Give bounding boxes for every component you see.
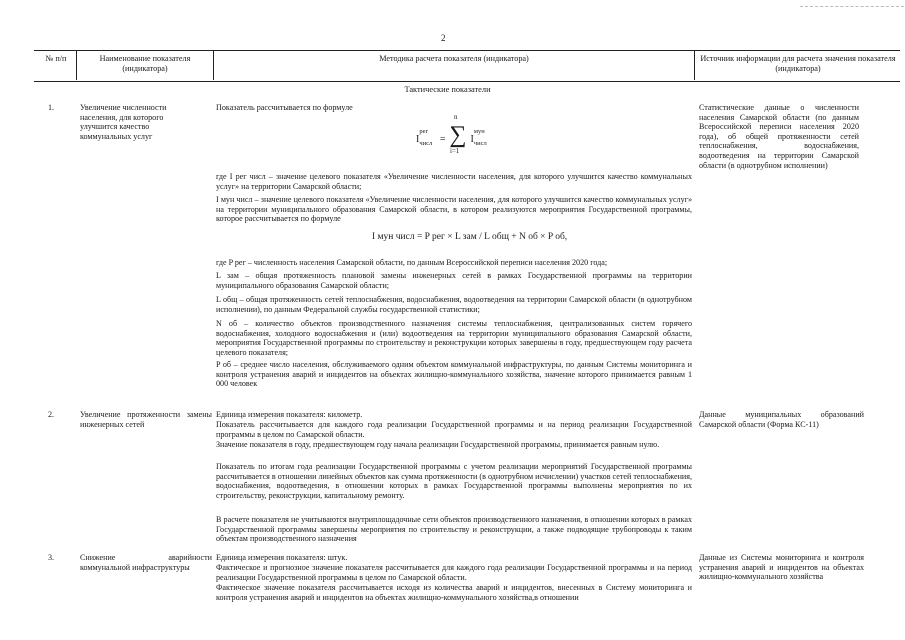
formula-lhs: I (416, 134, 420, 145)
method-text: Единица измерения показателя: километр. (216, 410, 363, 419)
row-number: 1. (48, 103, 55, 112)
method-text: В расчете показателя не учитываются внутриплощадочные сети объектов производственного назначения, в отношении которых в рамках Государственной программы завершены мероприятия по строительству и реконструкции, а также подводящие трубопроводы к таким объектам производственного назначения (216, 515, 692, 544)
sum-upper: n (453, 113, 458, 121)
method-definition: P об – среднее число населения, обслуживаемого одним объектом коммунальной инфраструктуры, по данным Системы мониторинга и контроля устранения аварий и инцидентов на объектах жилищно-коммунального хозяйства, значение которого принимается равным 1 000 человек (216, 360, 692, 389)
source-info: Данные муниципальных образований Самарской области (Форма КС-11) (699, 410, 864, 429)
formula-sup: рег (419, 128, 429, 135)
header-divider (76, 50, 77, 80)
indicator-name: Снижение аварийности коммунальной инфраструктуры (80, 553, 212, 572)
method-text: Фактическое и прогнозное значение показателя рассчитывается для каждого года реализации Государственной программы и на период реализации Государственной программы в целом по Самарской области. (216, 563, 692, 582)
method-definition: где I рег числ – значение целевого показателя «Увеличение численности населения, для которого улучшится качество коммунальных услуг» на территории Самарской области; (216, 172, 692, 191)
section-title: Тактические показатели (404, 85, 491, 94)
method-definition: L зам – общая протяженность плановой замены инженерных сетей в рамках Государственной программы на территории муниципального образования Самарской области; (216, 271, 692, 290)
method-text: Значение показателя в году, предшествующем году начала реализации Государственной программы, принимается равным нулю. (216, 440, 660, 449)
row-number: 3. (48, 553, 55, 562)
indicator-name: Увеличение протяженности замены инженерных сетей (80, 410, 212, 429)
formula-sub: числ (419, 140, 433, 147)
indicator-name: Увеличение численности населения, для которого улучшится качество коммунальных услуг (80, 103, 167, 141)
header-name: Наименование показателя (индикатора) (99, 54, 191, 73)
row-number: 2. (48, 410, 55, 419)
formula-rhs: I (470, 134, 474, 145)
source-info: Данные из Системы мониторинга и контроля устранения аварий и инцидентов на объектах жилищно-коммунального хозяйства (699, 553, 864, 582)
method-definition: где P рег – численность населения Самарской области, по данным Всероссийской переписи населения 2020 года; (216, 258, 608, 267)
source-info: Статистические данные о численности населения Самарской области (по данным Всероссийской переписи населения 2020 года), об общей протяженности сетей теплоснабжения, водоснабжения, водоотведения на территории Самарской области (в однотрубном исполнении) (699, 103, 859, 170)
formula-sup: мун (473, 128, 485, 135)
top-dashed-line (800, 6, 904, 7)
method-definition: N об – количество объектов производственного назначения системы теплоснабжения, централизованных систем горячего водоснабжения, холодного водоснабжения и (или) водоотведения на территории муниципального образования Самарской области, мероприятия Государственной программы по строительству и реконструкции которых завершены в году, предшествующем году расчета целевого показателя; (216, 319, 692, 357)
formula-sub: числ (473, 140, 487, 147)
header-source: Источник информации для расчета значения показателя (индикатора) (700, 54, 896, 73)
formula-2: I мун числ = P рег × L зам / L общ + N об × P об, (372, 232, 568, 242)
method-text: Единица измерения показателя: штук. (216, 553, 348, 562)
sum-lower: i=1 (449, 147, 460, 155)
header-divider (213, 50, 214, 80)
page-number: 2 (441, 33, 446, 43)
method-definition: I мун числ – значение целевого показателя «Увеличение численности населения, для которого улучшится качество коммунальных услуг» на территории муниципального образования Самарской области, в котором реализуются мероприятия Государственной программы, которое рассчитывается по формуле (216, 195, 692, 224)
formula-1: I рег числ = n ∑ i=1 I мун числ (416, 113, 487, 155)
method-definition: L общ – общая протяженность сетей теплоснабжения, водоснабжения, водоотведения на территории Самарской области (в однотрубном исполнении), по данным Федеральной службы государственной статистики; (216, 295, 692, 314)
method-intro: Показатель рассчитывается по формуле (216, 103, 353, 112)
method-text: Показатель рассчитывается для каждого года реализации Государственной программы и на период реализации Государственной программы в целом по Самарской области. (216, 420, 692, 439)
header-method: Методика расчета показателя (индикатора) (379, 54, 529, 63)
header-num: № п/п (45, 54, 67, 63)
header-divider (694, 50, 695, 80)
method-text: Показатель по итогам года реализации Государственной программы с учетом реализации мероприятий Государственной программы рассчитывается в отношении линейных объектов как сумма протяженности (в однотрубном исчислении) участков сетей теплоснабжения, водоснабжения, водоотведения, в отношении которых в рамках Государственной программы выполнены мероприятия по их строительству, реконструкции, капитальному ремонту. (216, 462, 692, 500)
method-text: Фактическое значение показателя рассчитывается исходя из количества аварий и инцидентов, внесенных в Систему мониторинга и контроля устранения аварий и инцидентов на объектах жилищно-коммунального хозяйства,в отношении (216, 583, 692, 602)
